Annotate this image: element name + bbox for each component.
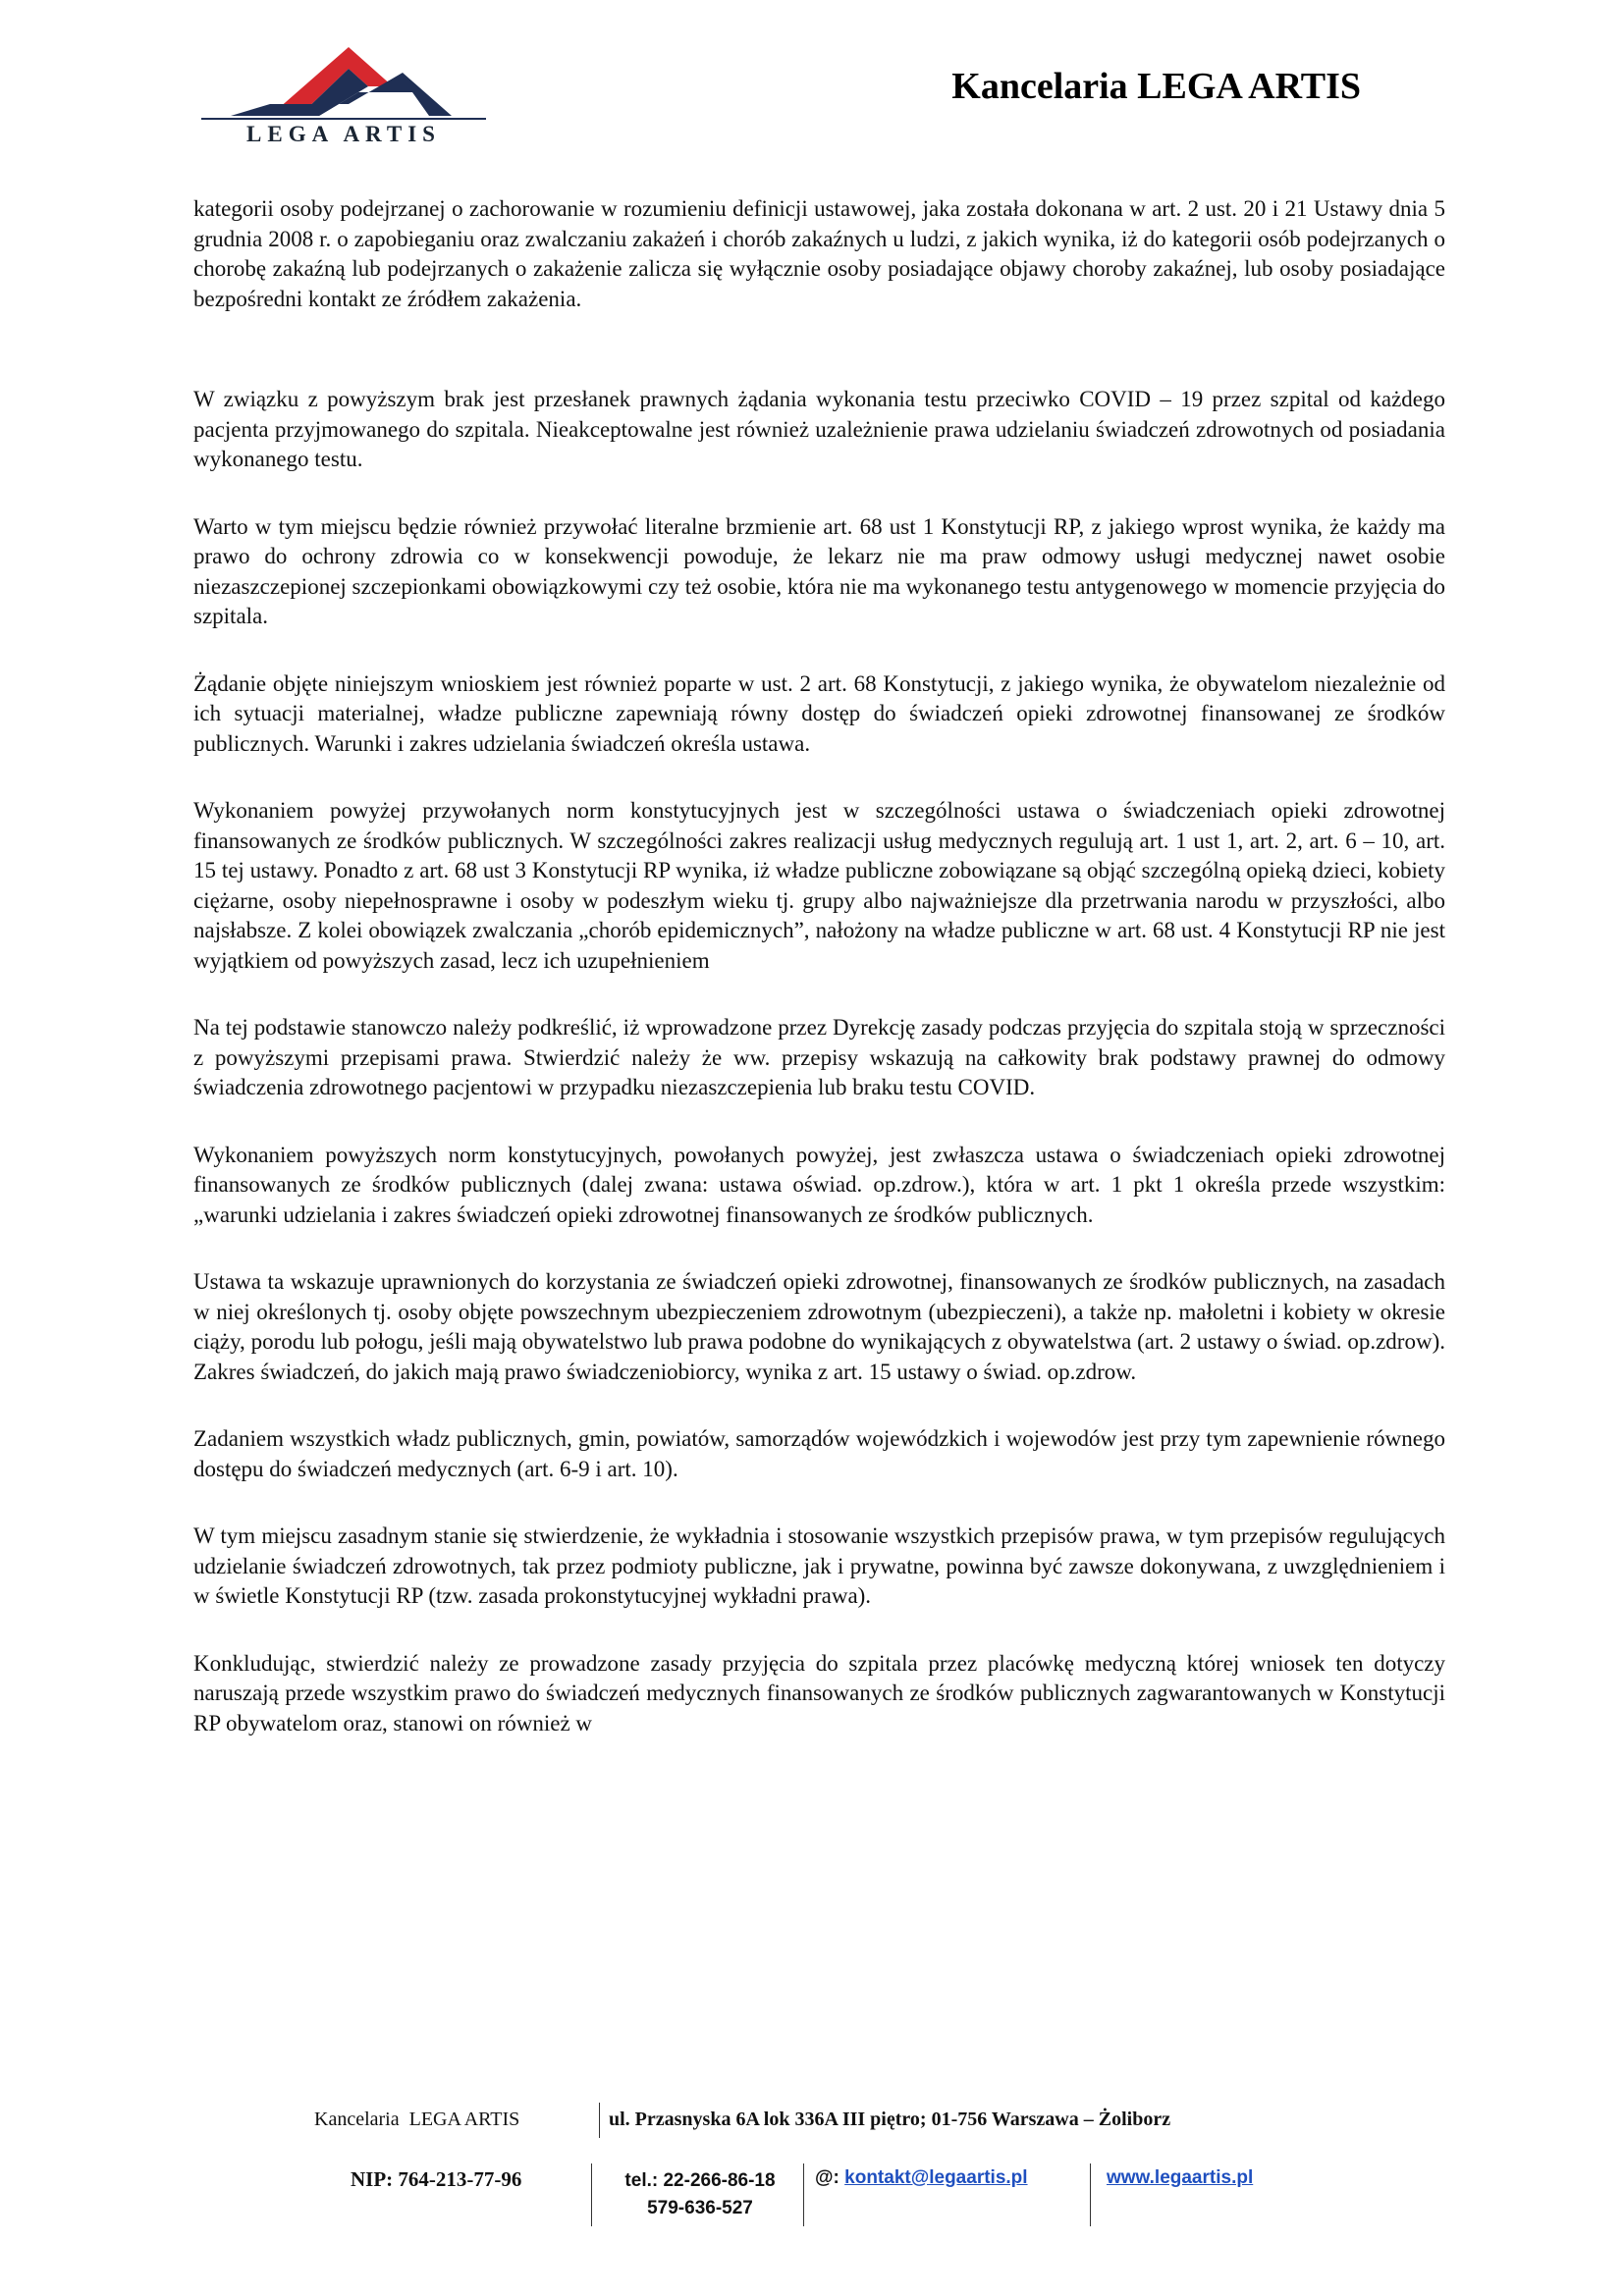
website-link[interactable]: www.legaartis.pl	[1107, 2167, 1254, 2188]
footer-nip: NIP: 764-213-77-96	[351, 2167, 522, 2191]
paragraph: Ustawa ta wskazuje uprawnionych do korzystania ze świadczeń opieki zdrowotnej, finansowanych ze środków publicznych, na zasadach w niej określonych tj. osoby objęte powszechnym ubezpieczeniem zdrowotnym (ubezpieczeni), a także np. małoletni i kobiety w okresie ciąży, porodu lub połogu, jeśli mają obywatelstwo lub prawa podobne do wynikających z obywatelstwa (art. 2 ustawy o świad. op.zdrow). Zakres świadczeń, do jakich mają prawo świadczeniobiorcy, wynika z art. 15 ustawy o świad. op.zdrow.	[193, 1269, 1445, 1384]
footer-contact-row	[0, 2163, 1624, 2232]
footer-divider	[599, 2103, 600, 2138]
email-link[interactable]: kontakt@legaartis.pl	[844, 2167, 1028, 2188]
paragraph: Na tej podstawie stanowczo należy podkreślić, iż wprowadzone przez Dyrekcję zasady podczas przyjęcia do szpitala stoją w sprzeczności z powyższymi przepisami prawa. Stwierdzić należy że ww. przepisy wskazują na całkowity brak podstawy prawnej do odmowy świadczenia zdrowotnego pacjentowi w przypadku niezaszczepienia lub braku testu COVID.	[193, 1015, 1445, 1099]
paragraph: W związku z powyższym brak jest przesłanek prawnych żądania wykonania testu przeciwko COVID – 19 przez szpital od każdego pacjenta przyjmowanego do szpitala. Nieakceptowalne jest również uzależnienie prawa udzielaniu świadczeń zdrowotnych od posiadania wykonanego testu.	[193, 387, 1445, 471]
paragraph: Konkludując, stwierdzić należy ze prowadzone zasady przyjęcia do szpitala przez placówkę medyczną której wniosek ten dotyczy naruszają przede wszystkim prawo do świadczeń medycznych finansowanych ze środków publicznych zagwarantowanych w Konstytucji RP obywatelom oraz, stanowi on również w	[193, 1650, 1445, 1735]
paragraph: Wykonaniem powyższych norm konstytucyjnych, powołanych powyżej, jest zwłaszcza ustawa o świadczeniach opieki zdrowotnej finansowanych ze środków publicznych (dalej zwana: ustawa oświad. op.zdrow.), która w art. 1 pkt 1 określa przede wszystkim: „warunki udzielania i zakres świadczeń opieki zdrowotnej finansowanych ze środków publicznych.	[193, 1142, 1445, 1227]
footer-firm-name: Kancelaria LEGA ARTIS	[314, 2109, 520, 2130]
paragraph: Żądanie objęte niniejszym wnioskiem jest również poparte w ust. 2 art. 68 Konstytucji, z jakiego wynika, że obywatelom niezależnie od ich sytuacji materialnej, władze publiczne zapewniają równy dostęp do świadczeń opieki zdrowotnej finansowanej ze środków publicznych. Warunki i zakres udzielania świadczeń określa ustawa.	[193, 670, 1445, 756]
footer-phone-1: tel.: 22-266-86-18	[624, 2170, 776, 2191]
logo-text: LEGA ARTIS	[246, 122, 441, 146]
paragraph: Zadaniem wszystkich władz publicznych, gmin, powiatów, samorządów wojewódzkich i wojewodów jest przy tym zapewnienie równego dostępu do świadczeń medycznych (art. 6-9 i art. 10).	[193, 1426, 1445, 1481]
footer-address: ul. Przasnyska 6A lok 336A III piętro; 01-756 Warszawa – Żoliborz	[609, 2109, 1171, 2130]
paragraph: kategorii osoby podejrzanej o zachorowanie w rozumieniu definicji ustawowej, jaka została dokonana w art. 2 ust. 20 i 21 Ustawy dnia 5 grudnia 2008 r. o zapobieganiu oraz zwalczaniu zakażeń i chorób zakaźnych u ludzi, z jakich wynika, iż do kategorii osób podejrzanych o chorobę zakaźną lub podejrzanych o zakażenie zalicza się wyłącznie osoby posiadające objawy choroby zakaźnej, lub osoby posiadające bezpośredni kontakt ze źródłem zakażenia.	[193, 196, 1445, 311]
page-header	[0, 0, 1624, 177]
footer-email	[815, 2167, 1028, 2189]
page-footer	[0, 2101, 1624, 2258]
footer-divider	[803, 2163, 804, 2226]
footer-divider	[1090, 2163, 1091, 2226]
paragraph: Warto w tym miejscu będzie również przywołać literalne brzmienie art. 68 ust 1 Konstytucji RP, z jakiego wprost wynika, że każdy ma prawo do ochrony zdrowia co w konsekwencji powoduje, że lekarz nie ma praw odmowy usługi medycznej nawet osobie niezaszczepionej szczepionkami obowiązkowymi czy też osobie, która nie ma wykonanego testu antygenowego w momencie przyjęcia do szpitala.	[193, 513, 1445, 628]
footer-address-row	[0, 2101, 1624, 2140]
footer-divider	[591, 2163, 592, 2226]
document-body	[193, 194, 1445, 1776]
footer-phone-2: 579-636-527	[647, 2198, 753, 2218]
firm-title: Kancelaria LEGA ARTIS	[951, 66, 1361, 107]
paragraph: Wykonaniem powyżej przywołanych norm konstytucyjnych jest w szczególności ustawa o świadczeniach opieki zdrowotnej finansowanych ze środków publicznych. W szczególności zakres realizacji usług medycznych regulują art. 1 ust 1, art. 2, art. 6 – 10, art. 15 tej ustawy. Ponadto z art. 68 ust 3 Konstytucji RP wynika, iż władze publiczne zobowiązane są objąć szczególną opieką dzieci, kobiety ciężarne, osoby niepełnosprawne i osoby w podeszłym wieku tj. grupy albo najważniejsze dla przetrwania narodu w przyszłości, albo najsłabsze. Z kolei obowiązek zwalczania „chorób epidemicznych”, nałożony na władze publiczne w art. 68 ust. 4 Konstytucji RP nie jest wyjątkiem od powyższych zasad, lecz ich uzupełnieniem	[193, 798, 1445, 973]
footer-phones	[607, 2167, 793, 2222]
logo-triangle-icon	[201, 39, 486, 128]
footer-email-prefix: @:	[815, 2167, 845, 2188]
footer-website	[1107, 2167, 1253, 2189]
lega-artis-logo	[201, 39, 486, 157]
paragraph: W tym miejscu zasadnym stanie się stwierdzenie, że wykładnia i stosowanie wszystkich przepisów prawa, w tym przepisów regulujących udzielanie świadczeń zdrowotnych, tak przez podmioty publiczne, jak i prywatne, powinna być zawsze dokonywana, z uwzględnieniem i w świetle Konstytucji RP (tzw. zasada prokonstytucyjnej wykładni prawa).	[193, 1523, 1445, 1608]
